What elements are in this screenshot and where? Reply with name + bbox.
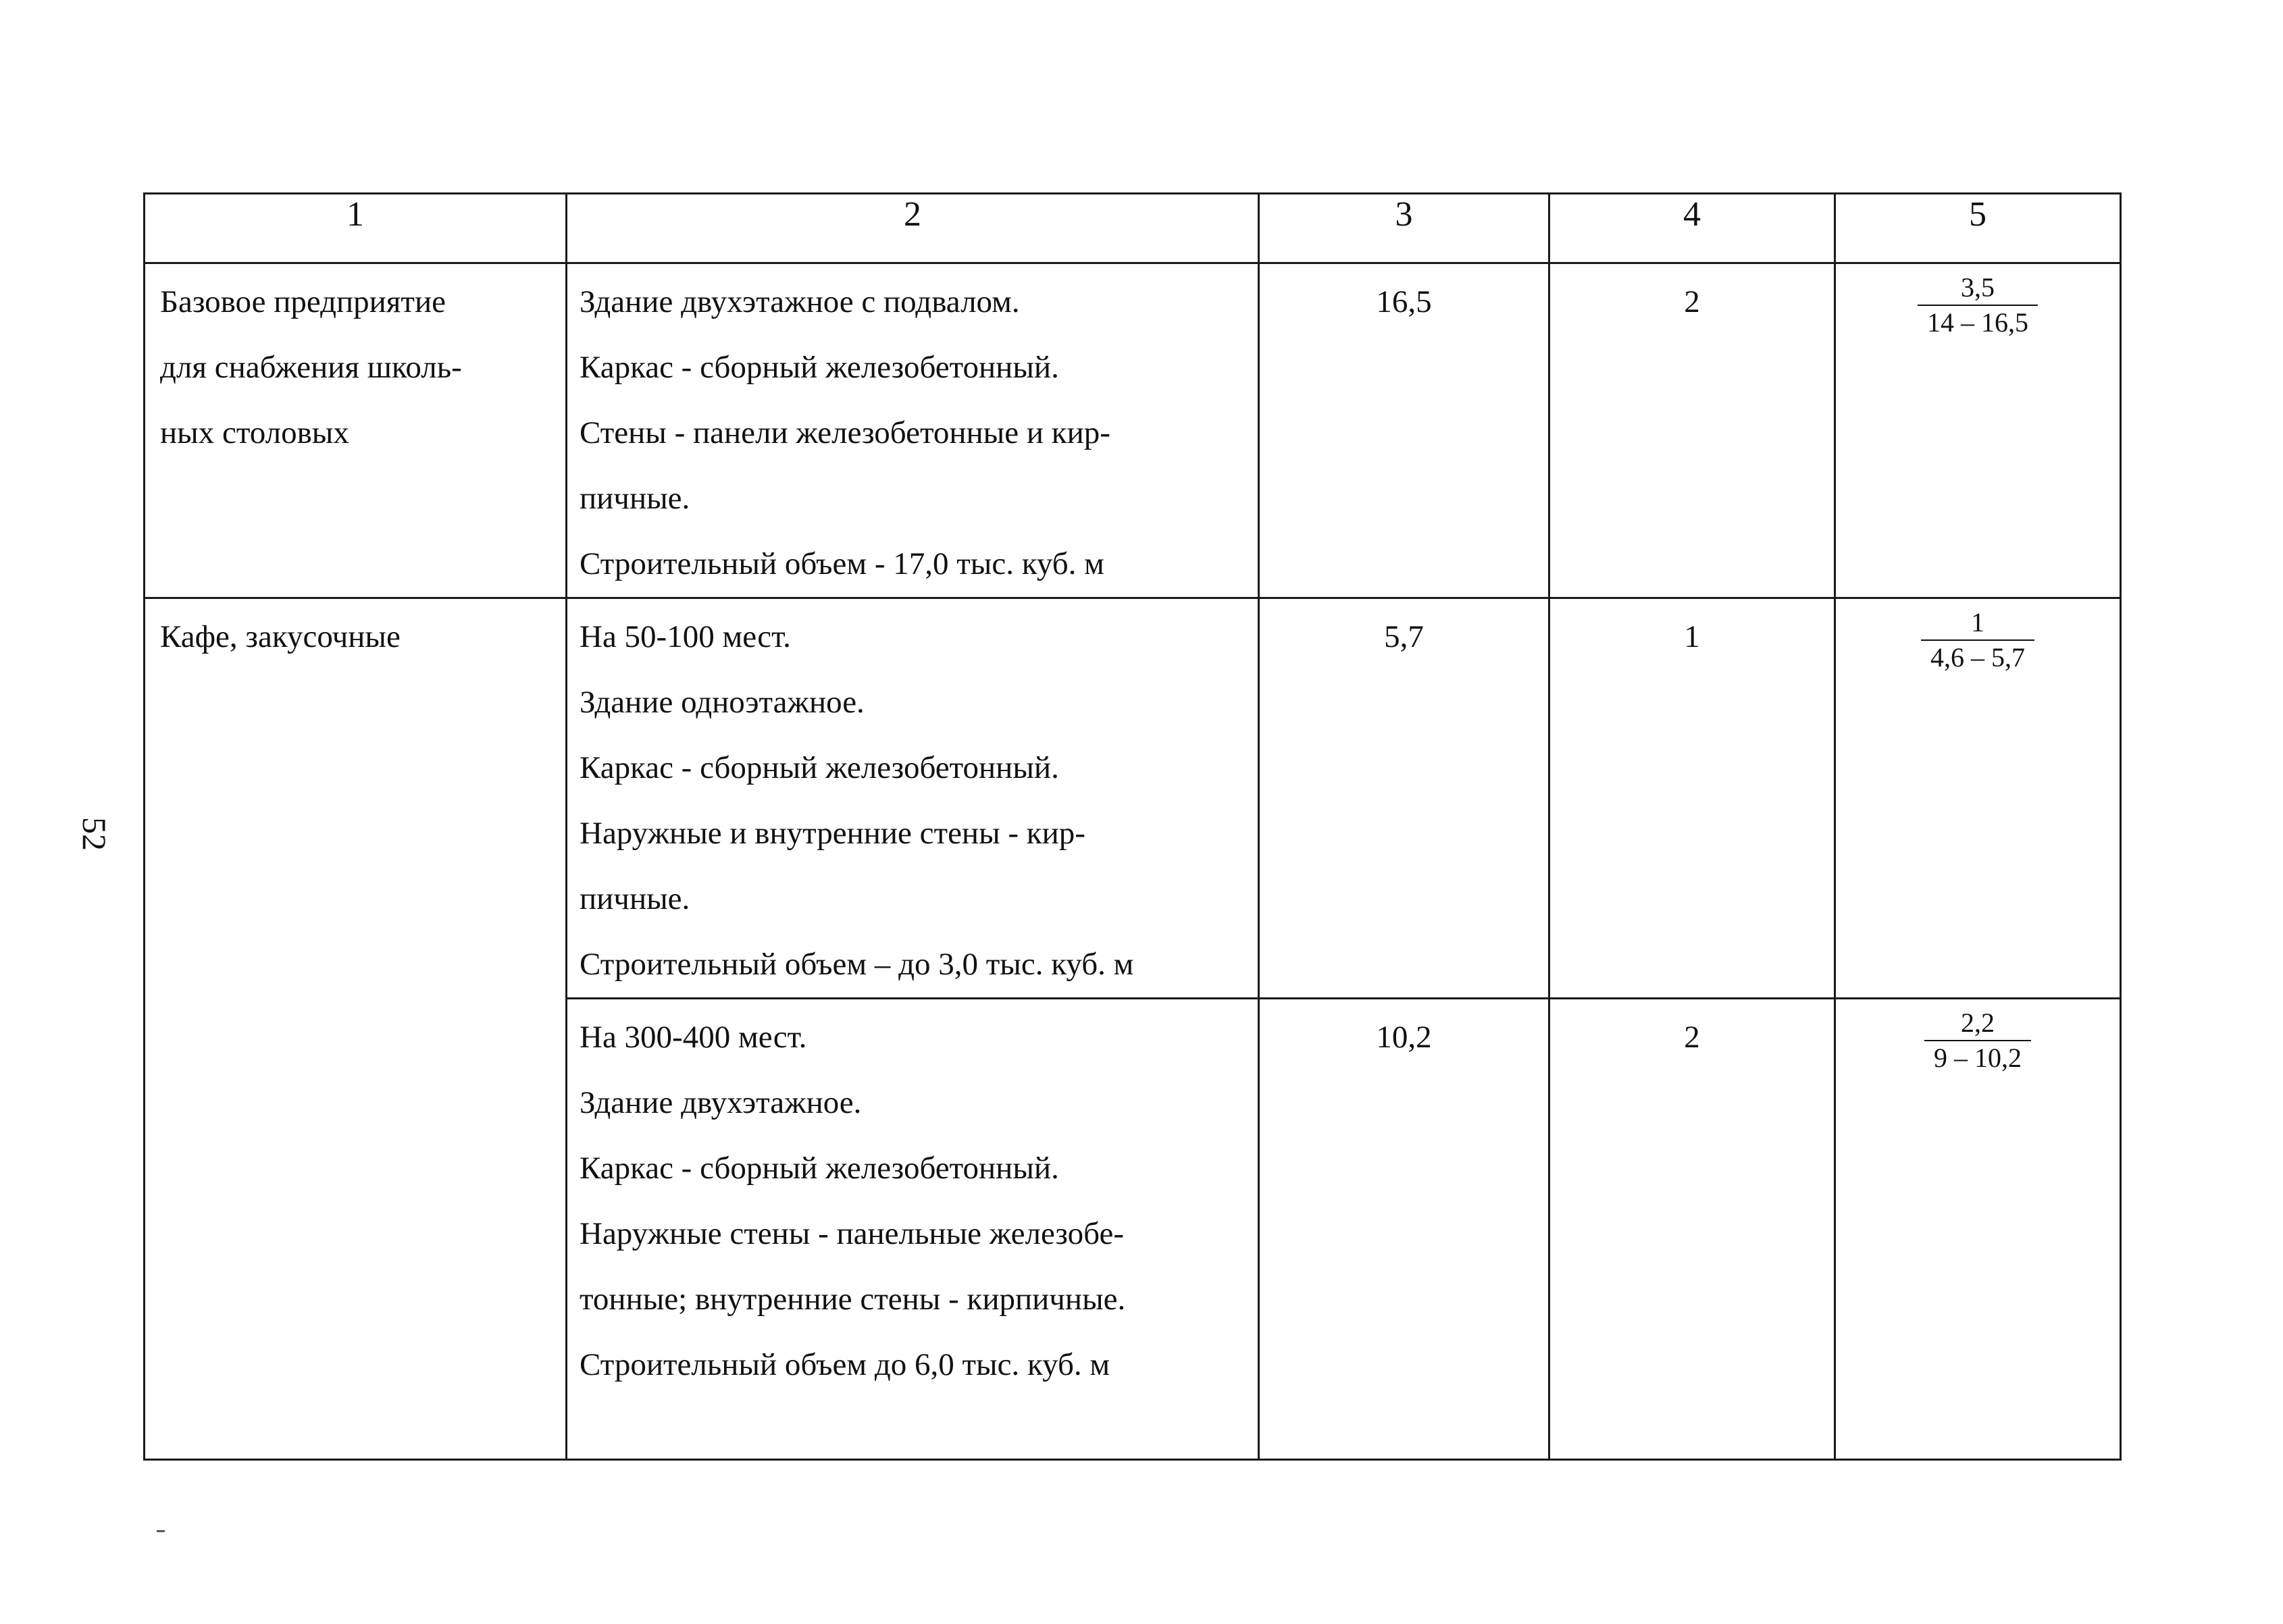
- text-line: Здание двухэтажное.: [580, 1085, 862, 1120]
- text-line: На 50-100 мест.: [580, 619, 791, 654]
- text-line: Наружные и внутренние стены - кир-: [580, 816, 1085, 851]
- column-header: 5: [1835, 194, 2121, 263]
- text-line: Строительный объем - 17,0 тыс. куб. м: [580, 546, 1104, 581]
- text-line: для снабжения школь-: [160, 350, 462, 385]
- value-cell: 2: [1549, 999, 1835, 1460]
- fraction: [1918, 271, 2038, 340]
- text-line: Здание одноэтажное.: [580, 685, 865, 720]
- table-row: [145, 263, 2121, 598]
- description-cell: [567, 263, 1259, 598]
- text-line: Строительный объем – до 3,0 тыс. куб. м: [580, 947, 1134, 982]
- description-cell: [567, 999, 1259, 1460]
- column-header: 3: [1259, 194, 1549, 263]
- page-number: 52: [76, 817, 113, 851]
- fraction-denominator: 4,6 – 5,7: [1930, 642, 2025, 673]
- fraction: [1924, 1006, 2031, 1075]
- fraction-numerator: 3,5: [1918, 271, 2038, 306]
- text-line: Строительный объем до 6,0 тыс. куб. м: [580, 1347, 1110, 1382]
- column-header: 4: [1549, 194, 1835, 263]
- value-cell: 10,2: [1259, 999, 1549, 1460]
- fraction-denominator: 14 – 16,5: [1927, 307, 2028, 338]
- fraction-numerator: 2,2: [1924, 1006, 2031, 1041]
- text-line: тонные; внутренние стены - кирпичные.: [580, 1282, 1126, 1317]
- value-cell: 2: [1549, 263, 1835, 598]
- column-header: 2: [567, 194, 1259, 263]
- table-row: [145, 598, 2121, 999]
- fraction: [1921, 606, 2034, 675]
- text-line: Базовое предприятие: [160, 284, 446, 319]
- text-line: На 300-400 мест.: [580, 1020, 807, 1055]
- fraction-numerator: 1: [1921, 606, 2034, 641]
- scan-speck: [157, 1530, 165, 1532]
- fraction-cell: [1835, 598, 2121, 999]
- fraction-cell: [1835, 263, 2121, 598]
- text-line: Каркас - сборный железобетонный.: [580, 750, 1059, 785]
- description-cell: [567, 598, 1259, 999]
- facility-name-cell: [145, 598, 567, 1460]
- table-header-row: [145, 194, 2121, 263]
- text-line: пичные.: [580, 481, 690, 516]
- fraction-cell: [1835, 999, 2121, 1460]
- value-cell: 1: [1549, 598, 1835, 999]
- text-line: Каркас - сборный железобетонный.: [580, 1151, 1059, 1186]
- text-line: Каркас - сборный железобетонный.: [580, 350, 1059, 385]
- data-table: [143, 192, 2122, 1461]
- value-cell: 16,5: [1259, 263, 1549, 598]
- text-line: Наружные стены - панельные железобе-: [580, 1216, 1124, 1251]
- text-line: ных столовых: [160, 415, 349, 450]
- column-header: 1: [145, 194, 567, 263]
- facility-name-cell: [145, 263, 567, 598]
- text-line: Кафе, закусочные: [160, 619, 401, 654]
- value-cell: 5,7: [1259, 598, 1549, 999]
- text-line: Стены - панели железобетонные и кир-: [580, 415, 1110, 450]
- text-line: пичные.: [580, 881, 690, 916]
- text-line: Здание двухэтажное с подвалом.: [580, 284, 1020, 319]
- fraction-denominator: 9 – 10,2: [1934, 1043, 2022, 1073]
